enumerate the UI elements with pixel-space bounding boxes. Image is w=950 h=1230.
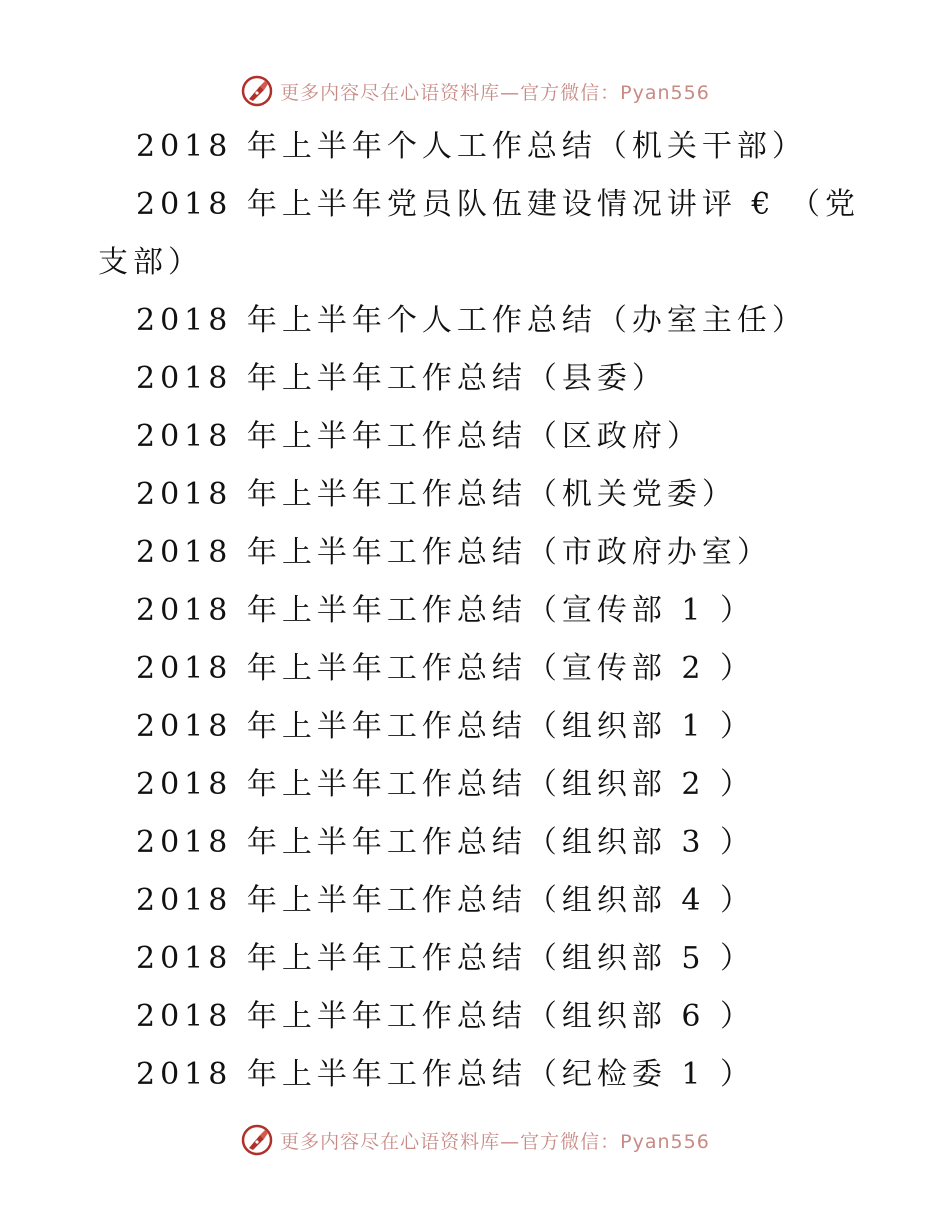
document-line: 2018 年上半年工作总结（宣传部 1 ）	[136, 593, 756, 628]
document-line: 2018 年上半年工作总结（组织部 2 ）	[136, 767, 756, 802]
pen-nib-logo-icon	[240, 1123, 274, 1157]
document-line: 2018 年上半年工作总结（组织部 3 ）	[136, 825, 756, 860]
document-line: 2018 年上半年工作总结（机关党委）	[136, 477, 737, 512]
document-line: 2018 年上半年工作总结（纪检委 1 ）	[136, 1057, 756, 1092]
document-line: 2018 年上半年工作总结（组织部 5 ）	[136, 941, 756, 976]
watermark-text: 更多内容尽在心语资料库—官方微信：Pyan556	[280, 81, 710, 104]
document-line: 2018 年上半年工作总结（宣传部 2 ）	[136, 651, 756, 686]
document-line: 2018 年上半年工作总结（组织部 1 ）	[136, 709, 756, 744]
document-line: 支部）	[98, 245, 203, 280]
footer-watermark	[0, 1121, 950, 1159]
document-line: 2018 年上半年党员队伍建设情况讲评 € （党	[136, 187, 861, 222]
document-line: 2018 年上半年工作总结（区政府）	[136, 419, 702, 454]
document-line: 2018 年上半年工作总结（市政府办室）	[136, 535, 772, 570]
header-watermark	[0, 72, 950, 110]
watermark-text: 更多内容尽在心语资料库—官方微信：Pyan556	[280, 1130, 710, 1153]
document-line: 2018 年上半年个人工作总结（办室主任）	[136, 303, 807, 338]
document-line: 2018 年上半年个人工作总结（机关干部）	[136, 129, 807, 164]
document-line: 2018 年上半年工作总结（组织部 6 ）	[136, 999, 756, 1034]
pen-nib-logo-icon	[240, 74, 274, 108]
document-line: 2018 年上半年工作总结（组织部 4 ）	[136, 883, 756, 918]
document-line: 2018 年上半年工作总结（县委）	[136, 361, 667, 396]
